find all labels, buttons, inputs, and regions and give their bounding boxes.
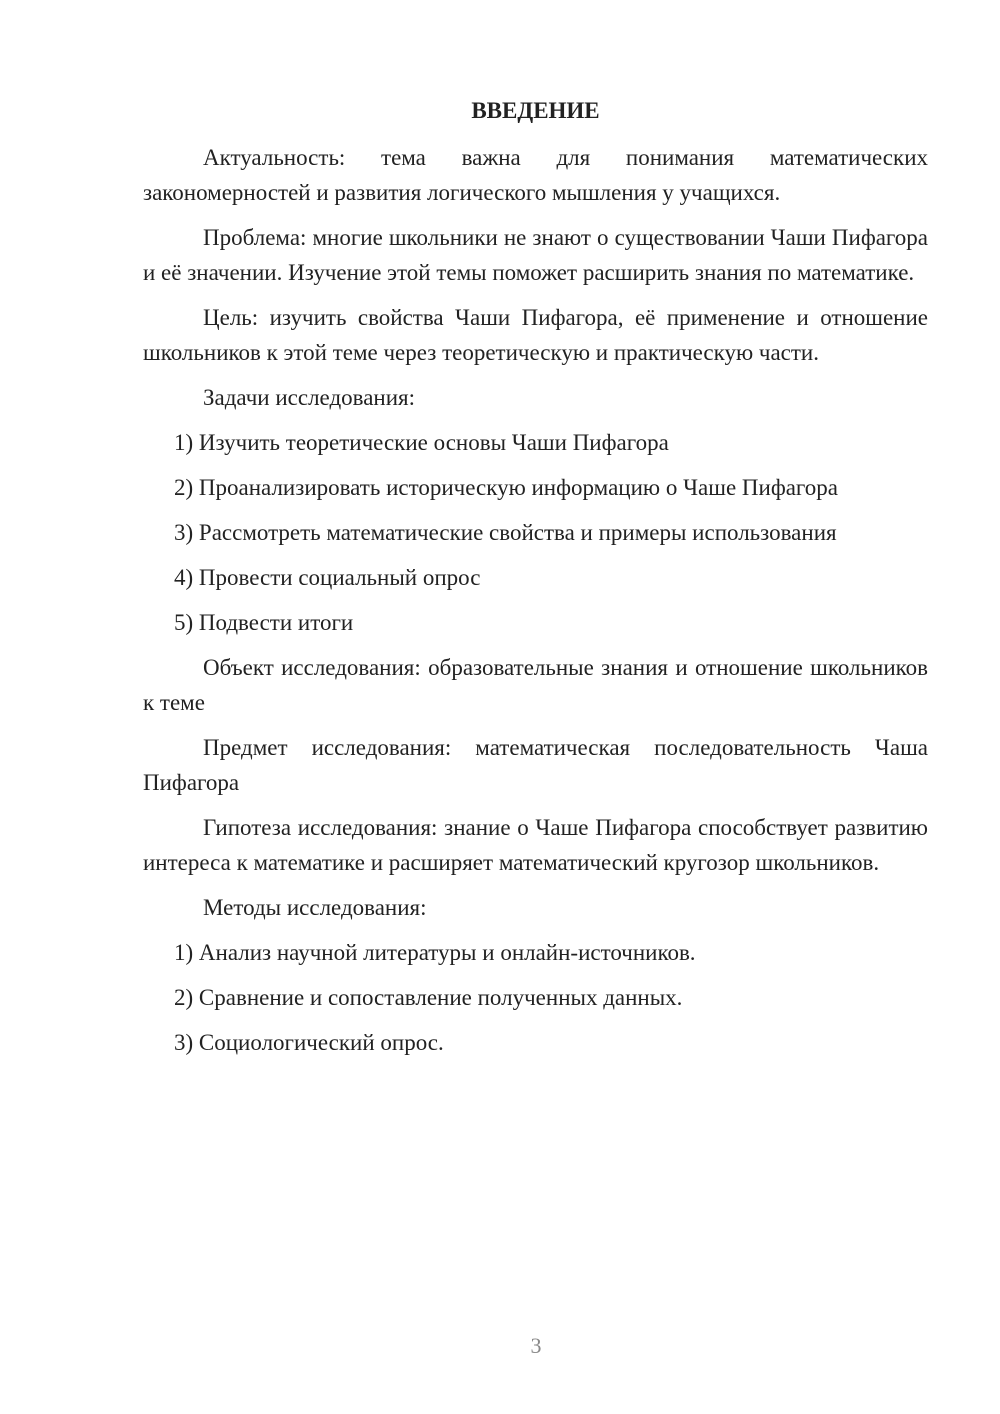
paragraph-tasks-heading: Задачи исследования: (203, 385, 416, 410)
paragraph-subject: Предмет исследования: математическая последовательность Чаша Пифагора (143, 735, 928, 795)
list-item: 1) Изучить теоретические основы Чаши Пифагора (174, 430, 669, 455)
paragraph-problem: Проблема: многие школьники не знают о существовании Чаши Пифагора и её значении. Изучение этой темы поможет расширить знания по математике. (143, 225, 928, 285)
list-item: 4) Провести социальный опрос (174, 565, 481, 590)
paragraph-methods-heading: Методы исследования: (203, 895, 427, 920)
page-number: 3 (530, 1333, 542, 1358)
methods-list (143, 935, 928, 1060)
list-item: 3) Рассмотреть математические свойства и примеры использования (174, 520, 837, 545)
paragraph-relevance: Актуальность: тема важна для понимания математических закономерностей и развития логического мышления у учащихся. (143, 145, 928, 205)
paragraph-goal: Цель: изучить свойства Чаши Пифагора, её применение и отношение школьников к этой теме через теоретическую и практическую части. (143, 305, 928, 365)
list-item: 5) Подвести итоги (174, 610, 354, 635)
list-item: 2) Проанализировать историческую информацию о Чаше Пифагора (174, 475, 839, 500)
list-item: 1) Анализ научной литературы и онлайн-источников. (174, 940, 696, 965)
paragraph-hypothesis: Гипотеза исследования: знание о Чаше Пифагора способствует развитию интереса к математике и расширяет математический кругозор школьников. (143, 815, 928, 875)
paragraph-object: Объект исследования: образовательные знания и отношение школьников к теме (143, 655, 928, 715)
section-title: ВВЕДЕНИЕ (471, 98, 600, 123)
list-item: 2) Сравнение и сопоставление полученных данных. (174, 985, 683, 1010)
list-item: 3) Социологический опрос. (174, 1030, 444, 1055)
document-body (143, 92, 928, 1060)
tasks-list (143, 425, 928, 640)
